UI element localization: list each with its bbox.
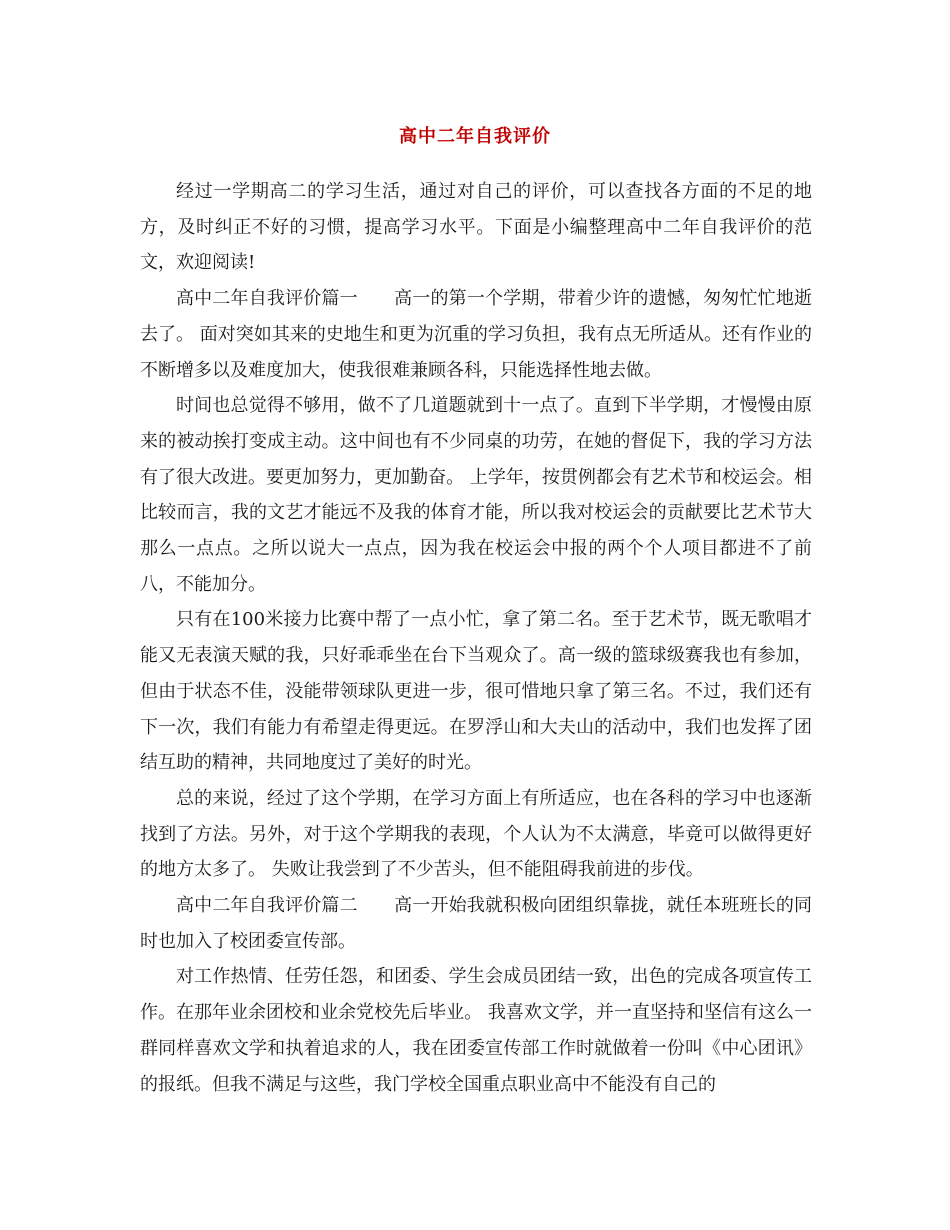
paragraph-part-two: 高中二年自我评价篇二 高一开始我就积极向团组织靠拢，就任本班班长的同时也加入了校团委宣传部。 [140,895,812,952]
paragraph: 总的来说，经过了这个学期，在学习方面上有所适应，也在各科的学习中也逐渐找到了方法。另外，对于这个学期我的表现，个人认为不太满意，毕竟可以做得更好的地方太多了。 失败让我尝到了不少苦头，但不能阻碍我前进的步伐。 [140,787,812,881]
document-body [140,174,812,1102]
paragraph-part-one: 高中二年自我评价篇一 高一的第一个学期，带着少许的遗憾，匆匆忙忙地逝去了。 面对突如其来的史地生和更为沉重的学习负担，我有点无所适从。还有作业的不断增多以及难度加大，使我很难兼顾各科，只能选择性地去做。 [140,288,812,381]
paragraph: 只有在100米接力比赛中帮了一点小忙，拿了第二名。至于艺术节，既无歌唱才能又无表演天赋的我，只好乖乖坐在台下当观众了。高一级的篮球级赛我也有参加，但由于状态不佳，没能带领球队更进一步，很可惜地只拿了第三名。不过，我们还有下一次，我们有能力有希望走得更远。在罗浮山和大夫山的活动中，我们也发挥了团结互助的精神，共同地度过了美好的时光。 [140,609,812,774]
paragraph: 对工作热情、任劳任怨，和团委、学生会成员团结一致，出色的完成各项宣传工作。在那年业余团校和业余党校先后毕业。 我喜欢文学，并一直坚持和坚信有这么一群同样喜欢文学和执着追求的人，我在团委宣传部工作时就做着一份叫《中心团讯》的报纸。但我不满足与这些，我门学校全国重点职业高中不能没有自己的 [140,966,812,1095]
paragraph-intro: 经过一学期高二的学习生活，通过对自己的评价，可以查找各方面的不足的地方，及时纠正不好的习惯，提高学习水平。下面是小编整理高中二年自我评价的范文，欢迎阅读! [140,181,812,274]
paragraph: 时间也总觉得不够用，做不了几道题就到十一点了。直到下半学期，才慢慢由原来的被动挨打变成主动。这中间也有不少同桌的功劳，在她的督促下，我的学习方法有了很大改进。要更加努力，更加勤奋。 上学年，按贯例都会有艺术节和校运会。相比较而言，我的文艺才能远不及我的体育才能，所以我对校运会的贡献要比艺术节大那么一点点。之所以说大一点点，因为我在校运会中报的两个个人项目都进不了前八，不能加分。 [140,395,812,595]
document-title: 高中二年自我评价 [399,126,551,147]
